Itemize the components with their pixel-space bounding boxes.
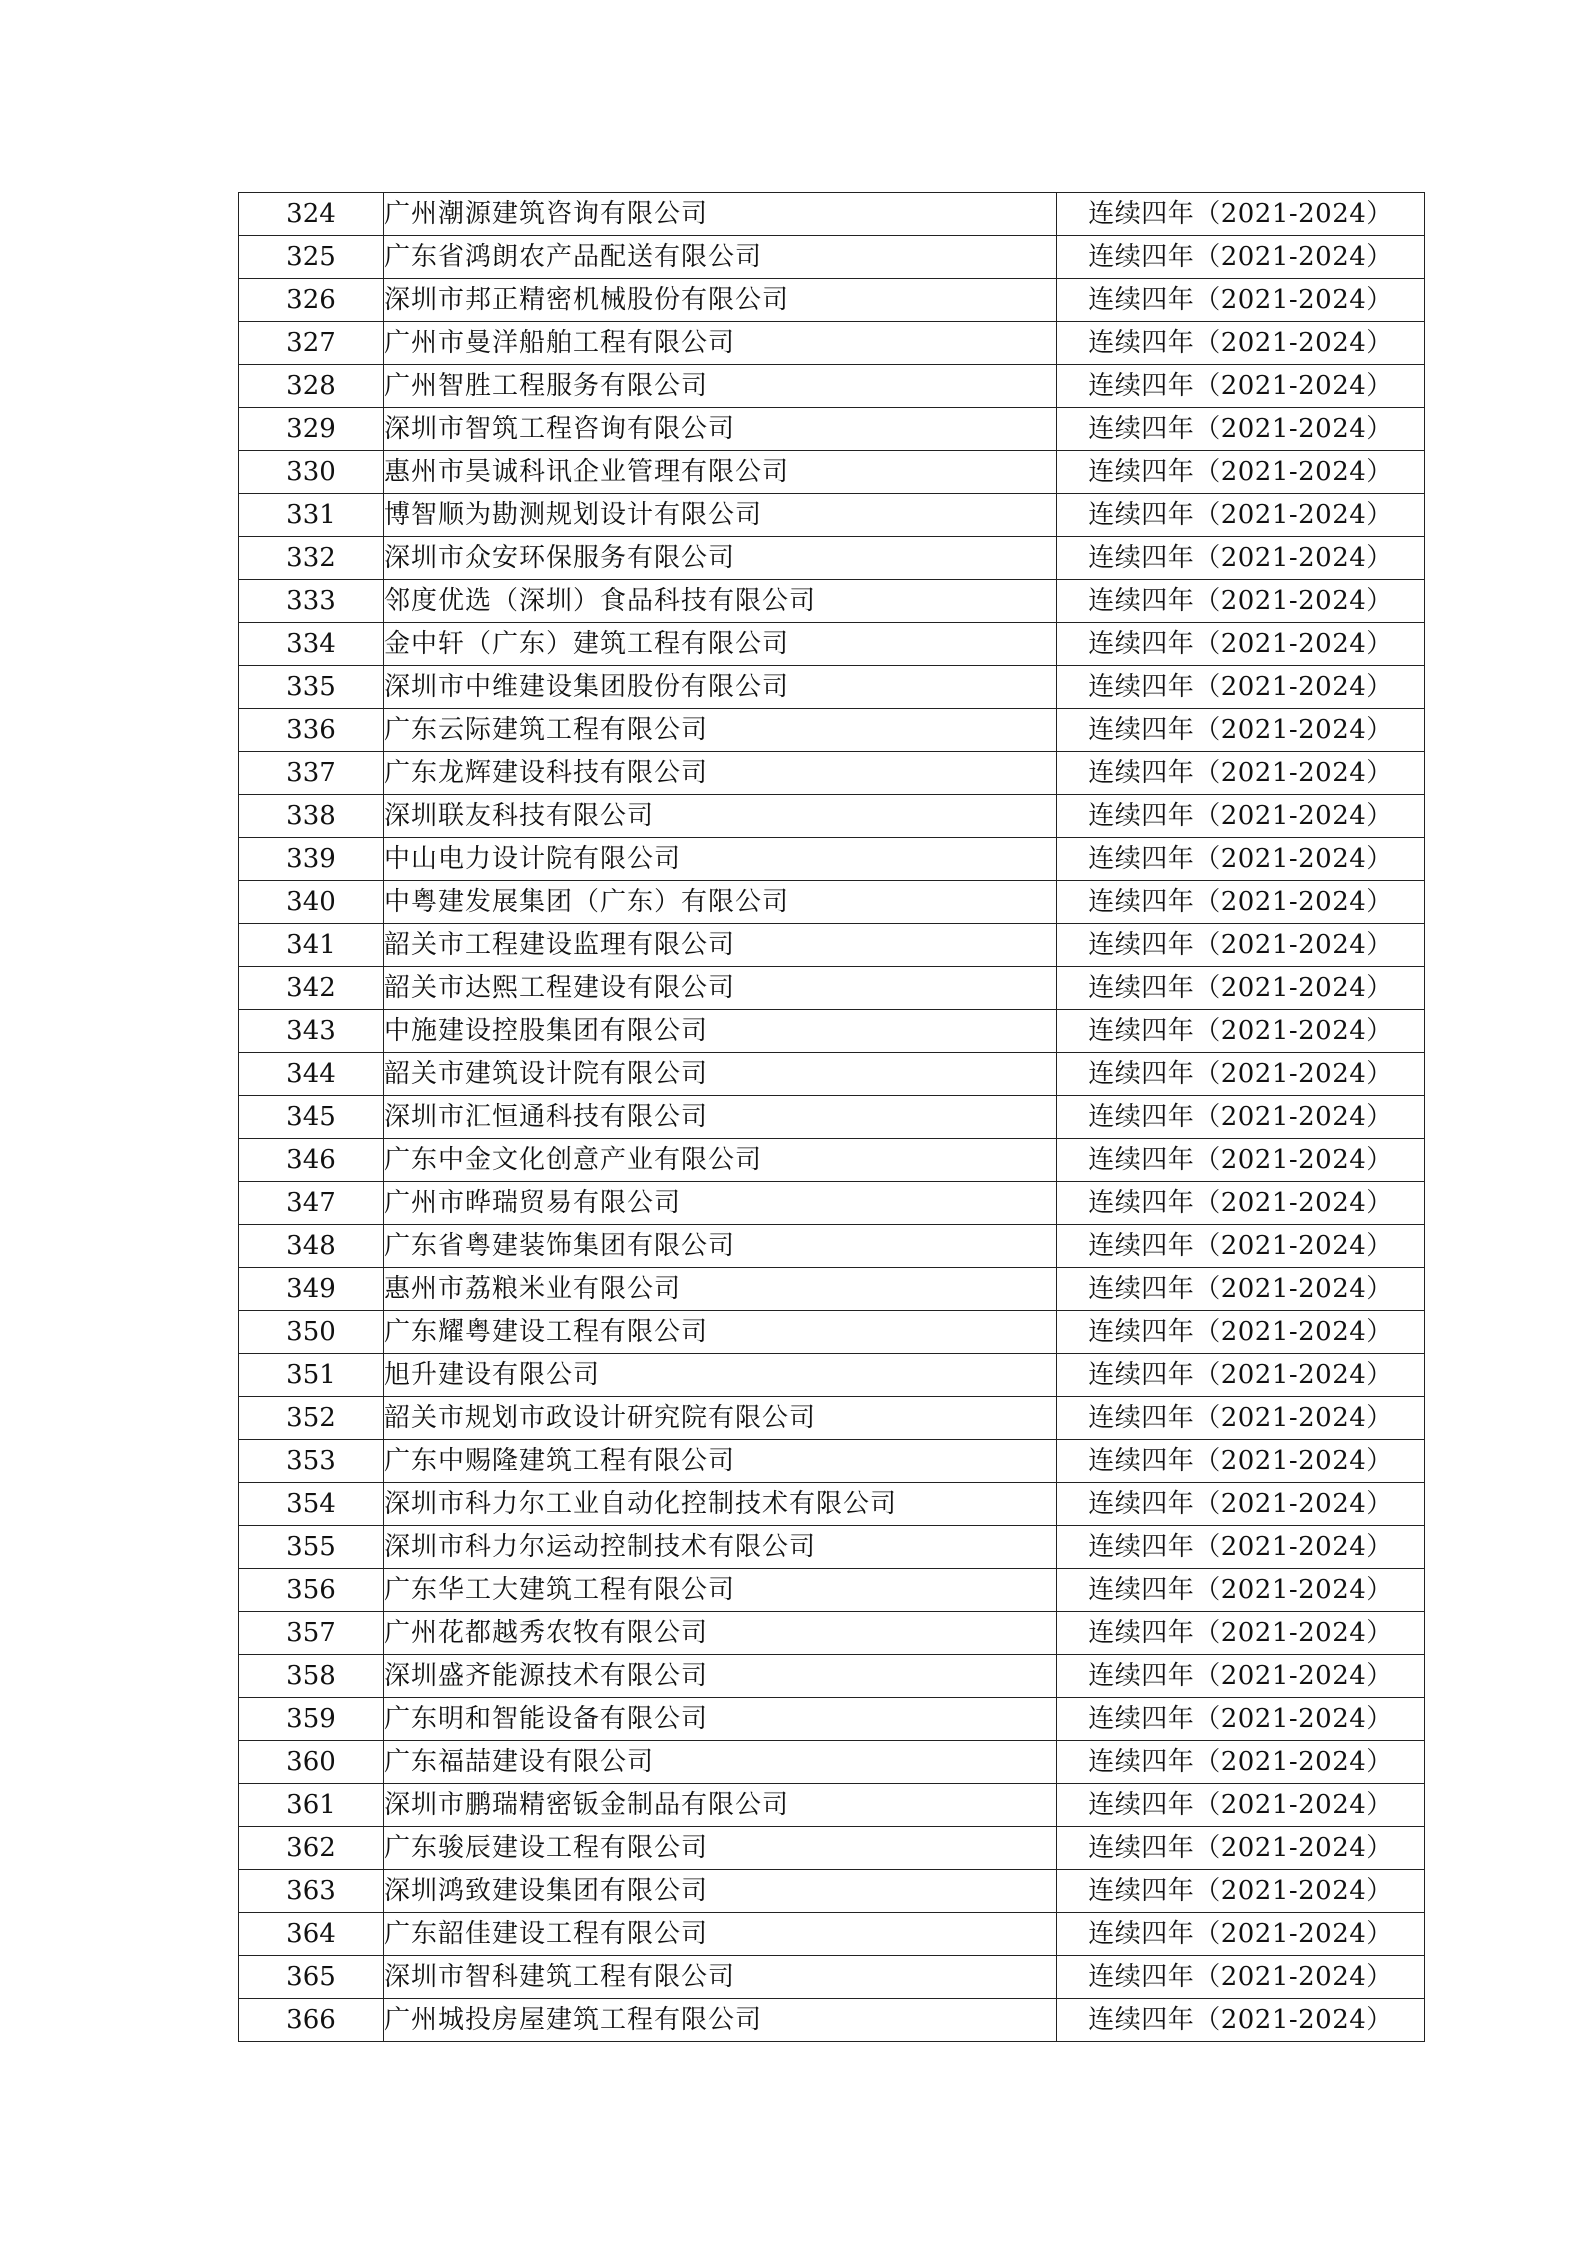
status-text: 连续四年（2021-2024） (1057, 236, 1425, 279)
company-name: 广东云际建筑工程有限公司 (384, 709, 1057, 752)
status-text: 连续四年（2021-2024） (1057, 1784, 1425, 1827)
company-name: 广州市晔瑞贸易有限公司 (384, 1182, 1057, 1225)
row-number: 353 (239, 1440, 384, 1483)
company-name: 广东华工大建筑工程有限公司 (384, 1569, 1057, 1612)
table-row (239, 365, 1425, 408)
company-name: 深圳市科力尔工业自动化控制技术有限公司 (384, 1483, 1057, 1526)
company-name: 深圳盛齐能源技术有限公司 (384, 1655, 1057, 1698)
status-text: 连续四年（2021-2024） (1057, 924, 1425, 967)
company-name: 广东中赐隆建筑工程有限公司 (384, 1440, 1057, 1483)
table-row (239, 1655, 1425, 1698)
company-name: 广东福喆建设有限公司 (384, 1741, 1057, 1784)
status-text: 连续四年（2021-2024） (1057, 1612, 1425, 1655)
company-name: 广州市曼洋船舶工程有限公司 (384, 322, 1057, 365)
company-name: 邻度优选（深圳）食品科技有限公司 (384, 580, 1057, 623)
table-row (239, 580, 1425, 623)
table-row (239, 1698, 1425, 1741)
table-row (239, 1999, 1425, 2042)
row-number: 359 (239, 1698, 384, 1741)
table-row (239, 322, 1425, 365)
company-name: 广东骏辰建设工程有限公司 (384, 1827, 1057, 1870)
status-text: 连续四年（2021-2024） (1057, 1311, 1425, 1354)
table-body (239, 193, 1425, 2042)
status-text: 连续四年（2021-2024） (1057, 1526, 1425, 1569)
company-name: 广东龙辉建设科技有限公司 (384, 752, 1057, 795)
company-name: 广东明和智能设备有限公司 (384, 1698, 1057, 1741)
table-row (239, 1268, 1425, 1311)
company-name: 博智顺为勘测规划设计有限公司 (384, 494, 1057, 537)
table-row (239, 1225, 1425, 1268)
row-number: 338 (239, 795, 384, 838)
table-row (239, 1397, 1425, 1440)
company-name: 广东中金文化创意产业有限公司 (384, 1139, 1057, 1182)
status-text: 连续四年（2021-2024） (1057, 365, 1425, 408)
company-name: 广州城投房屋建筑工程有限公司 (384, 1999, 1057, 2042)
status-text: 连续四年（2021-2024） (1057, 838, 1425, 881)
status-text: 连续四年（2021-2024） (1057, 1655, 1425, 1698)
row-number: 355 (239, 1526, 384, 1569)
table-row (239, 967, 1425, 1010)
table-row (239, 709, 1425, 752)
table-row (239, 1913, 1425, 1956)
table-row (239, 537, 1425, 580)
company-name: 广东耀粤建设工程有限公司 (384, 1311, 1057, 1354)
company-name: 深圳市中维建设集团股份有限公司 (384, 666, 1057, 709)
row-number: 350 (239, 1311, 384, 1354)
company-name: 深圳市智筑工程咨询有限公司 (384, 408, 1057, 451)
row-number: 358 (239, 1655, 384, 1698)
status-text: 连续四年（2021-2024） (1057, 279, 1425, 322)
row-number: 352 (239, 1397, 384, 1440)
company-name: 深圳市鹏瑞精密钣金制品有限公司 (384, 1784, 1057, 1827)
row-number: 346 (239, 1139, 384, 1182)
row-number: 340 (239, 881, 384, 924)
company-name: 韶关市工程建设监理有限公司 (384, 924, 1057, 967)
status-text: 连续四年（2021-2024） (1057, 1440, 1425, 1483)
table-row (239, 1870, 1425, 1913)
company-name: 中粤建发展集团（广东）有限公司 (384, 881, 1057, 924)
table-row (239, 1354, 1425, 1397)
table-row (239, 451, 1425, 494)
row-number: 348 (239, 1225, 384, 1268)
row-number: 347 (239, 1182, 384, 1225)
table-row (239, 1096, 1425, 1139)
row-number: 324 (239, 193, 384, 236)
status-text: 连续四年（2021-2024） (1057, 881, 1425, 924)
table-row (239, 236, 1425, 279)
status-text: 连续四年（2021-2024） (1057, 580, 1425, 623)
table-row (239, 193, 1425, 236)
status-text: 连续四年（2021-2024） (1057, 1010, 1425, 1053)
status-text: 连续四年（2021-2024） (1057, 666, 1425, 709)
company-name: 广东韶佳建设工程有限公司 (384, 1913, 1057, 1956)
table-row (239, 666, 1425, 709)
row-number: 325 (239, 236, 384, 279)
table-row (239, 1139, 1425, 1182)
status-text: 连续四年（2021-2024） (1057, 1096, 1425, 1139)
status-text: 连续四年（2021-2024） (1057, 1354, 1425, 1397)
row-number: 327 (239, 322, 384, 365)
row-number: 366 (239, 1999, 384, 2042)
row-number: 329 (239, 408, 384, 451)
table-row (239, 1569, 1425, 1612)
company-name: 深圳鸿致建设集团有限公司 (384, 1870, 1057, 1913)
table-row (239, 795, 1425, 838)
row-number: 349 (239, 1268, 384, 1311)
status-text: 连续四年（2021-2024） (1057, 322, 1425, 365)
company-name: 韶关市建筑设计院有限公司 (384, 1053, 1057, 1096)
table-row (239, 1440, 1425, 1483)
status-text: 连续四年（2021-2024） (1057, 1913, 1425, 1956)
row-number: 344 (239, 1053, 384, 1096)
company-name: 广州花都越秀农牧有限公司 (384, 1612, 1057, 1655)
table-row (239, 1182, 1425, 1225)
table-row (239, 1010, 1425, 1053)
status-text: 连续四年（2021-2024） (1057, 1569, 1425, 1612)
status-text: 连续四年（2021-2024） (1057, 709, 1425, 752)
company-name: 惠州市荔粮米业有限公司 (384, 1268, 1057, 1311)
row-number: 354 (239, 1483, 384, 1526)
company-name: 深圳联友科技有限公司 (384, 795, 1057, 838)
table-row (239, 924, 1425, 967)
row-number: 351 (239, 1354, 384, 1397)
company-name: 深圳市智科建筑工程有限公司 (384, 1956, 1057, 1999)
table-row (239, 1827, 1425, 1870)
table-row (239, 1483, 1425, 1526)
table-row (239, 623, 1425, 666)
status-text: 连续四年（2021-2024） (1057, 1397, 1425, 1440)
row-number: 339 (239, 838, 384, 881)
row-number: 357 (239, 1612, 384, 1655)
status-text: 连续四年（2021-2024） (1057, 1225, 1425, 1268)
company-name: 深圳市众安环保服务有限公司 (384, 537, 1057, 580)
table-row (239, 752, 1425, 795)
row-number: 330 (239, 451, 384, 494)
company-name: 广东省粤建装饰集团有限公司 (384, 1225, 1057, 1268)
table-row (239, 1956, 1425, 1999)
table-row (239, 1053, 1425, 1096)
table-row (239, 1612, 1425, 1655)
status-text: 连续四年（2021-2024） (1057, 1139, 1425, 1182)
status-text: 连续四年（2021-2024） (1057, 1182, 1425, 1225)
status-text: 连续四年（2021-2024） (1057, 1870, 1425, 1913)
row-number: 361 (239, 1784, 384, 1827)
status-text: 连续四年（2021-2024） (1057, 408, 1425, 451)
row-number: 331 (239, 494, 384, 537)
table-row (239, 279, 1425, 322)
row-number: 356 (239, 1569, 384, 1612)
status-text: 连续四年（2021-2024） (1057, 623, 1425, 666)
row-number: 326 (239, 279, 384, 322)
status-text: 连续四年（2021-2024） (1057, 193, 1425, 236)
table-row (239, 1741, 1425, 1784)
company-name: 深圳市汇恒通科技有限公司 (384, 1096, 1057, 1139)
status-text: 连续四年（2021-2024） (1057, 967, 1425, 1010)
company-name: 广州智胜工程服务有限公司 (384, 365, 1057, 408)
company-list-table (238, 192, 1425, 2042)
table-row (239, 1526, 1425, 1569)
status-text: 连续四年（2021-2024） (1057, 451, 1425, 494)
row-number: 362 (239, 1827, 384, 1870)
status-text: 连续四年（2021-2024） (1057, 1268, 1425, 1311)
status-text: 连续四年（2021-2024） (1057, 1698, 1425, 1741)
status-text: 连续四年（2021-2024） (1057, 1956, 1425, 1999)
table-row (239, 881, 1425, 924)
row-number: 328 (239, 365, 384, 408)
table-row (239, 1311, 1425, 1354)
row-number: 345 (239, 1096, 384, 1139)
company-name: 惠州市昊诚科讯企业管理有限公司 (384, 451, 1057, 494)
row-number: 342 (239, 967, 384, 1010)
company-name: 广东省鸿朗农产品配送有限公司 (384, 236, 1057, 279)
status-text: 连续四年（2021-2024） (1057, 537, 1425, 580)
company-name: 中施建设控股集团有限公司 (384, 1010, 1057, 1053)
row-number: 343 (239, 1010, 384, 1053)
company-name: 韶关市达熙工程建设有限公司 (384, 967, 1057, 1010)
status-text: 连续四年（2021-2024） (1057, 494, 1425, 537)
row-number: 336 (239, 709, 384, 752)
company-name: 旭升建设有限公司 (384, 1354, 1057, 1397)
table-row (239, 838, 1425, 881)
table-row (239, 408, 1425, 451)
row-number: 334 (239, 623, 384, 666)
status-text: 连续四年（2021-2024） (1057, 795, 1425, 838)
status-text: 连续四年（2021-2024） (1057, 1827, 1425, 1870)
row-number: 364 (239, 1913, 384, 1956)
status-text: 连续四年（2021-2024） (1057, 752, 1425, 795)
row-number: 335 (239, 666, 384, 709)
row-number: 333 (239, 580, 384, 623)
row-number: 365 (239, 1956, 384, 1999)
status-text: 连续四年（2021-2024） (1057, 1741, 1425, 1784)
row-number: 337 (239, 752, 384, 795)
company-name: 广州潮源建筑咨询有限公司 (384, 193, 1057, 236)
status-text: 连续四年（2021-2024） (1057, 1053, 1425, 1096)
company-name: 金中轩（广东）建筑工程有限公司 (384, 623, 1057, 666)
row-number: 332 (239, 537, 384, 580)
company-name: 韶关市规划市政设计研究院有限公司 (384, 1397, 1057, 1440)
company-name: 深圳市邦正精密机械股份有限公司 (384, 279, 1057, 322)
row-number: 341 (239, 924, 384, 967)
company-name: 深圳市科力尔运动控制技术有限公司 (384, 1526, 1057, 1569)
table-row (239, 494, 1425, 537)
company-name: 中山电力设计院有限公司 (384, 838, 1057, 881)
status-text: 连续四年（2021-2024） (1057, 1483, 1425, 1526)
table-row (239, 1784, 1425, 1827)
row-number: 363 (239, 1870, 384, 1913)
row-number: 360 (239, 1741, 384, 1784)
status-text: 连续四年（2021-2024） (1057, 1999, 1425, 2042)
